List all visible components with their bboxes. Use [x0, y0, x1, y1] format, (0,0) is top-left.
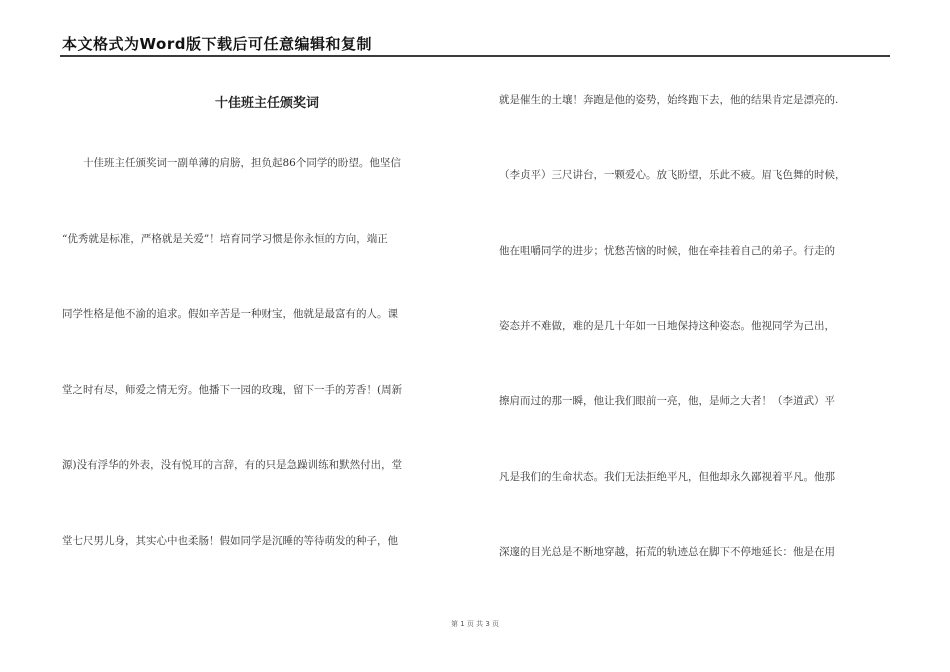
page-number-footer: 第 1 页 共 3 页 — [450, 620, 500, 628]
text-line: 十佳班主任颁奖词一副单薄的肩膀，担负起86个同学的盼望。他坚信 — [62, 157, 401, 169]
text-line: 源)没有浮华的外表，没有悦耳的言辞，有的只是急躁训练和默然付出，堂 — [62, 459, 403, 471]
text-line: 深邃的目光总是不断地穿越，拓荒的轨迹总在脚下不停地延长：他是在用 — [499, 546, 835, 558]
text-line: 姿态并不难做，难的是几十年如一日地保持这种姿态。他视同学为己出， — [499, 320, 835, 332]
text-line: 他在咀嚼同学的进步；忧愁苦恼的时候，他在牵挂着自己的弟子。行走的 — [499, 245, 835, 257]
left-text-column — [62, 0, 472, 672]
text-line: 就是催生的土壤！奔跑是他的姿势，始终跑下去，他的结果肯定是漂亮的. — [499, 94, 839, 106]
text-line: “优秀就是标准，严格就是关爱”！培育同学习惯是你永恒的方向，端正 — [62, 233, 388, 245]
document-banner: 本文格式为Word版下载后可任意编辑和复制 — [62, 35, 372, 53]
text-line: 擦肩而过的那一瞬，他让我们眼前一亮，他，是师之大者！（李道武）平 — [499, 395, 835, 407]
document-title: 十佳班主任颁奖词 — [214, 96, 319, 111]
text-line: （李贞平）三尺讲台，一颗爱心。放飞盼望，乐此不疲。眉飞色舞的时候， — [499, 169, 846, 181]
text-line: 堂七尺男儿身，其实心中也柔肠！假如同学是沉睡的等待萌发的种子，他 — [62, 535, 398, 547]
text-line: 堂之时有尽，师爱之情无穷。他播下一园的玫瑰，留下一手的芳香！(周新 — [62, 384, 403, 396]
text-line: 同学性格是他不渝的追求。假如辛苦是一种财宝，他就是最富有的人。课 — [62, 308, 398, 320]
right-text-column — [499, 0, 894, 672]
text-line: 凡是我们的生命状态。我们无法拒绝平凡，但他却永久鄙视着平凡。他那 — [499, 471, 835, 483]
